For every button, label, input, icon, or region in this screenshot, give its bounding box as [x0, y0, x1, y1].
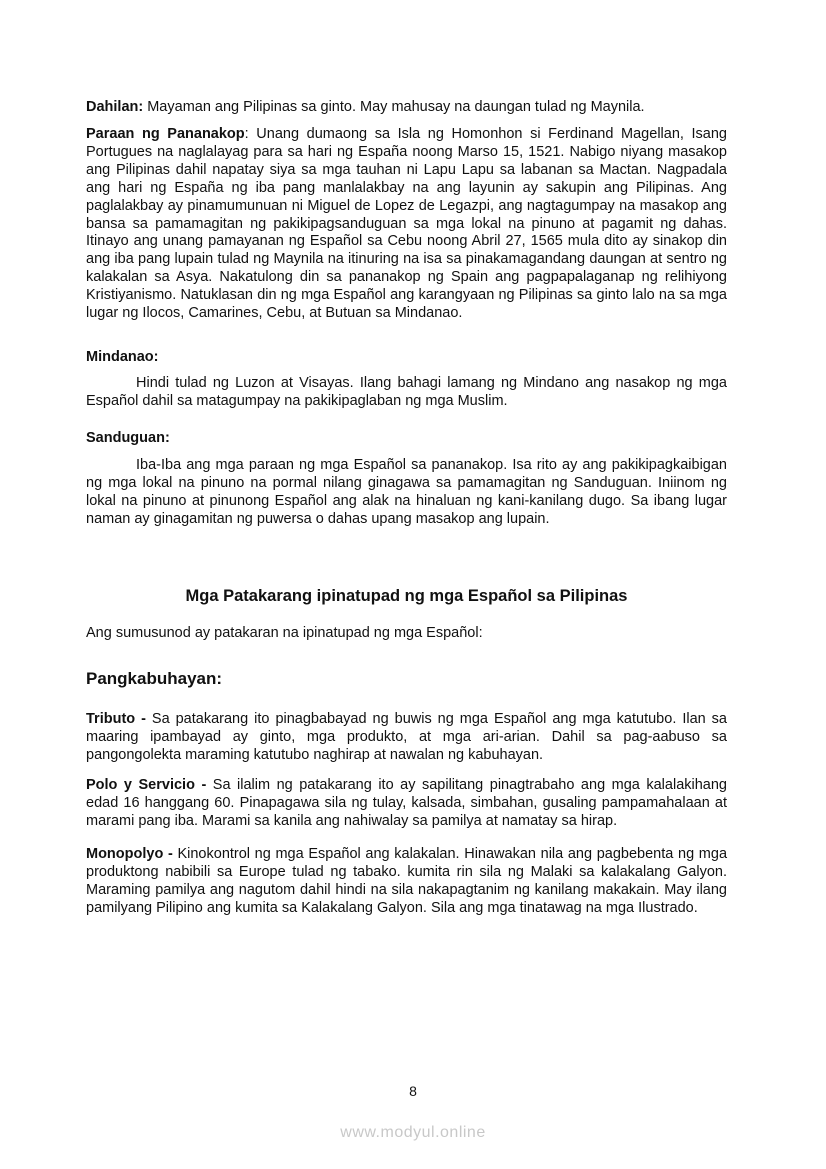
policy-term: Monopolyo -	[86, 846, 173, 862]
sanduguan-paragraph: Iba-Iba ang mga paraan ng mga Español sa pananakop. Isa rito ay ang pakikipagkaibigan ng mga lokal na pinuno na pormal nilang ginagawa sa pamamagitan ng Sanduguan. Iniinom ng lokal na pinuno at pinunong Español ang alak na hinaluan ng kani-kanilang dugo. Sa ibang lugar naman ay ginagamitan ng puwersa o dahas upang masakop ang lupain.	[86, 457, 727, 527]
page-number: 8	[409, 1083, 417, 1099]
pangkabuhayan-heading: Pangkabuhayan:	[86, 669, 223, 688]
policy-monopolyo	[86, 846, 727, 918]
section-title: Mga Patakarang ipinatupad ng mga Español sa Pilipinas	[185, 587, 628, 605]
policy-text: Sa patakarang ito pinagbabayad ng buwis ng mga Español ang mga katutubo. Ilan sa maaring ipambayad ay ginto, mga produkto, at mga ari-arian. Dahil sa pag-aabuso sa pangongolekta maraming katutubo naghirap at nawalan ng kabuhayan.	[86, 711, 727, 763]
mindanao-paragraph: Hindi tulad ng Luzon at Visayas. Ilang bahagi lamang ng Mindano ang nasakop ng mga Español dahil sa matagumpay na pakikipaglaban ng mga Muslim.	[86, 375, 727, 409]
dahilan-paragraph	[86, 99, 645, 117]
policy-text: Sa ilalim ng patakarang ito ay sapilitang pinagtrabaho ang mga kalalakihang edad 16 hanggang 60. Pinapagawa sila ng tulay, kalsada, simbahan, gusaling pampamahalaan at marami pang iba. Marami sa kanila ang nahiwalay sa pamilya at namatay sa hirap.	[86, 777, 727, 829]
paraan-label: Paraan ng Pananakop	[86, 126, 245, 142]
paraan-paragraph	[86, 126, 727, 323]
policy-polo-y-servicio	[86, 777, 727, 831]
policy-tributo	[86, 711, 727, 765]
paraan-text: : Unang dumaong sa Isla ng Homonhon si Ferdinand Magellan, Isang Portugues na naglalayag para sa hari ng España noong Marso 15, 1521. Nabigo niyang masakop ang Pilipinas dahil napatay siya sa mga tauhan ni Lapu Lapu sa labanan sa Mactan. Nagpadala ang hari ng España ng iba pang manlalakbay na ang layunin ay sakupin ang Pilipinas. Ang paglalakbay ay pinamumunuan ni Miguel de Lopez de Legazpi, ang nagtagumpay na masakop ang bansa sa pamamagitan ng pakikipagsanduguan sa mga lokal na pinuno at pagamit ng dahas. Itinayo ang unang pamayanan ng Español sa Cebu noong Abril 27, 1565 mula dito ay sinakop din ang iba pang lupain tulad ng Maynila na itinuring na isa sa pinakamagandang daungan at sentro ng kalakalan sa Asya. Nakatulong din sa pananakop ng Spain ang pagpapalaganap ng relihiyong Kristiyanismo. Natuklasan din ng mga Español ang karangyaan ng Pilipinas sa ginto lalo na sa mga lugar ng Ilocos, Camarines, Cebu, at Butuan sa Mindanao.	[86, 126, 727, 322]
sanduguan-heading: Sanduguan:	[86, 430, 170, 446]
policy-term: Polo y Servicio -	[86, 777, 207, 793]
policy-term: Tributo -	[86, 711, 146, 727]
dahilan-text: Mayaman ang Pilipinas sa ginto. May mahusay na daungan tulad ng Maynila.	[143, 99, 645, 115]
intro-paragraph: Ang sumusunod ay patakaran na ipinatupad ng mga Español:	[86, 625, 483, 641]
policy-text: Kinokontrol ng mga Español ang kalakalan. Hinawakan nila ang pagbebenta ng mga produktong nabibili sa Europe tulad ng tabako. kumita rin sila ng Malaki sa kalakalang Galyon. Maraming pamilya ang nagutom dahil hindi na sila nakapagtanim ng kanilang makakain. May ilang pamilyang Pilipino ang kumita sa Kalakalang Galyon. Sila ang mga tinatawag na mga Ilustrado.	[86, 846, 728, 916]
mindanao-heading: Mindanao:	[86, 349, 159, 365]
watermark: www.modyul.online	[340, 1124, 486, 1141]
dahilan-label: Dahilan:	[86, 99, 144, 115]
